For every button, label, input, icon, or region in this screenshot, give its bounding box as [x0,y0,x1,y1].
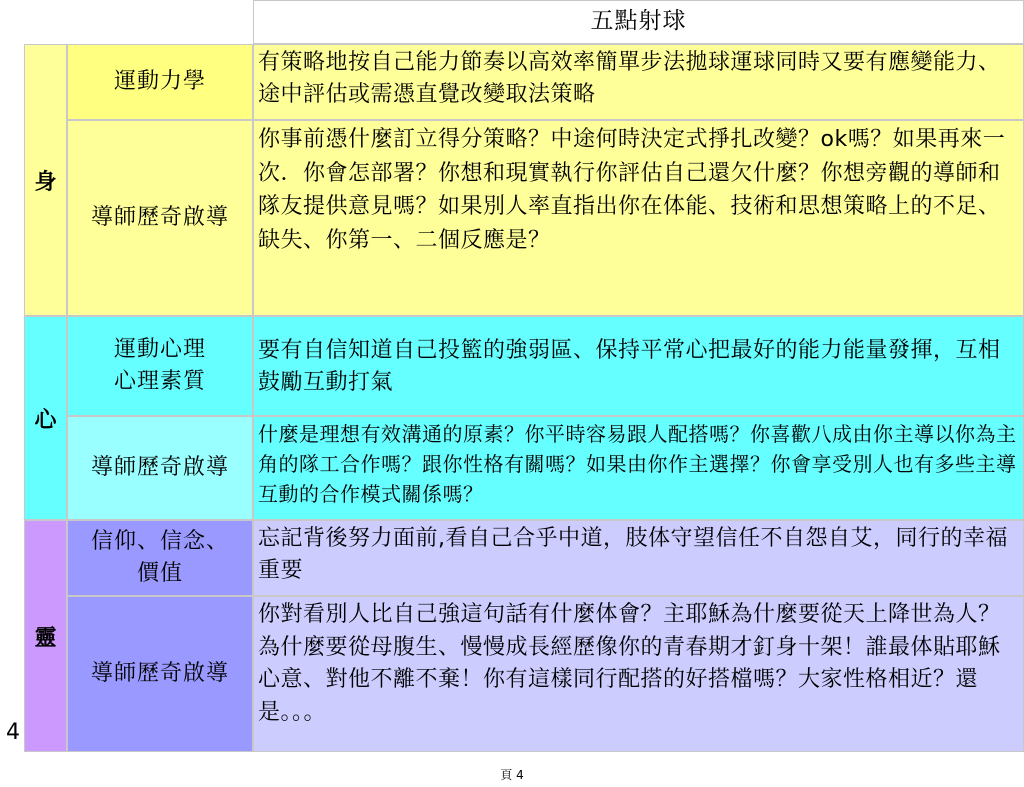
row-label-line2: 價值 [136,561,183,586]
row-label: 導師歷奇啟導 [90,661,229,687]
label-cell [67,596,253,752]
row-content: 你對看別人比自己強這句話有什麼体會？主耶穌為什麼要從天上降世為人？為什麼要從母腹生、慢慢成長經歷像你的青春期才釘身十架！誰最体貼耶穌心意、對他不離不棄！你有這樣同行配搭的好搭檔嗎？大家性格相近？還是。。。 [258,602,1001,725]
row-content: 有策略地按自己能力節奏以高效率簡單步法拋球運球同時又要有應變能力、途中評估或需憑直覺改變取法策略 [258,50,1001,107]
header-cell [253,0,1024,44]
row-label: 運動力學 [113,69,206,95]
row-content: 你事前憑什麼訂立得分策略？中途何時決定式掙扎改變？ok嗎？如果再來一次．你會怎部署？你想和現實執行你評估自己還欠什麼？你想旁觀的導師和隊友提供意見嗎？如果別人率直指出你在体能、技術和思想策略上的不足、缺失、你第一、二個反應是？ [258,127,1006,253]
label-cell [67,44,253,120]
content-cell [253,316,1024,416]
label-cell [67,316,253,416]
category-spirit [24,520,67,752]
content-cell [253,596,1024,752]
category-body [24,44,67,316]
page-footer: 頁 4 [500,768,524,782]
row-content: 要有自信知道自己投籃的強弱區、保持平常心把最好的能力能量發揮，互相鼓勵互動打氣 [258,338,1001,395]
row-label: 導師歷奇啟導 [90,455,229,481]
row-label-line2: 心理素質 [113,369,206,394]
category-label: 心 [34,407,57,433]
row-content: 忘記背後努力面前,看自己合乎中道，肢体守望信任不自怨自艾，同行的幸福重要 [258,526,1008,583]
category-heart [24,316,67,520]
row-label-line1: 運動心理 [113,337,206,363]
row-label-line1: 信仰、信念、 [90,529,229,555]
content-cell [253,44,1024,120]
slide-number: 4 [6,720,20,745]
page-title: 五點射球 [590,8,687,35]
content-cell [253,120,1024,316]
category-label: 靈 [34,625,57,651]
content-cell [253,416,1024,520]
label-cell [67,520,253,596]
category-label: 身 [34,169,57,195]
label-cell [67,416,253,520]
label-cell [67,120,253,316]
row-label: 導師歷奇啟導 [90,205,229,231]
row-content: 什麼是理想有效溝通的原素？你平時容易跟人配搭嗎？你喜歡八成由你主導以你為主角的隊工合作嗎？跟你性格有關嗎？如果由你作主選擇？你會享受別人也有多些主導互動的合作模式關係嗎？ [258,422,1017,506]
content-cell [253,520,1024,596]
